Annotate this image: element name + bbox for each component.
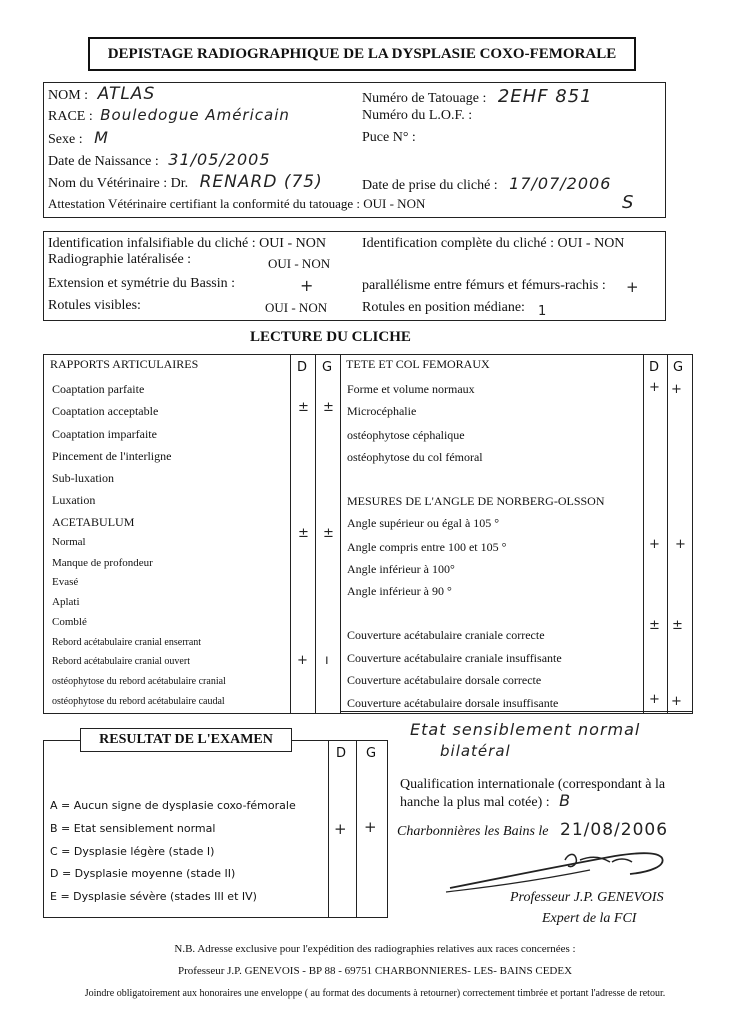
table-row: Coaptation imparfaite: [52, 427, 157, 441]
row-mark-d: +: [649, 692, 660, 707]
parallelisme-mark: +: [626, 278, 639, 296]
table-row: Microcéphalie: [347, 404, 417, 418]
divider: [340, 711, 693, 712]
qualification-text: [400, 777, 700, 811]
nom-row: [48, 84, 155, 104]
professeur-name: Professeur J.P. GENEVOIS: [510, 890, 664, 905]
row-mark-d: +: [649, 537, 660, 552]
lof-label: Numéro du L.O.F. :: [362, 108, 473, 123]
footer-line-2: Professeur J.P. GENEVOIS - BP 88 - 69751 CHARBONNIERES- LES- BAINS CEDEX: [177, 965, 573, 977]
table-row: Sub-luxation: [52, 471, 114, 485]
table-row: Luxation: [52, 493, 96, 507]
radio-lat: Radiographie latéralisée :: [48, 252, 192, 267]
table-row: ostéophytose du col fémoral: [347, 450, 483, 464]
table-row: Coaptation acceptable: [52, 404, 159, 418]
sexe-label: Sexe :: [48, 132, 83, 147]
resultat-row: E = Dysplasie sévère (stades III et IV): [50, 890, 257, 903]
table-row: ostéophytose du rebord acétabulaire caudal: [52, 696, 225, 707]
divider: [340, 354, 341, 714]
nom-value: ATLAS: [97, 84, 156, 104]
row-mark-d: ±: [649, 618, 660, 633]
prise-row: [362, 174, 611, 194]
table-row: Coaptation parfaite: [52, 382, 145, 396]
table-row: Couverture acétabulaire craniale correcte: [347, 628, 545, 642]
radio-lat-ouinon: OUI - NON: [268, 256, 331, 271]
naissance-label: Date de Naissance :: [48, 154, 159, 169]
nom-label: NOM :: [48, 88, 89, 103]
row-mark-d: ±: [298, 526, 309, 541]
attestation-row: [48, 196, 425, 212]
left-g-header: G: [322, 360, 333, 375]
expert-fci: Expert de la FCI: [542, 911, 637, 926]
resultat-title-box: [80, 728, 292, 752]
row-mark-g: ±: [672, 618, 683, 633]
lieu-label: Charbonnières les Bains le: [397, 824, 549, 839]
document-title: DEPISTAGE RADIOGRAPHIQUE DE LA DYSPLASIE COXO-FEMORALE: [107, 46, 617, 62]
table-row: Evasé: [52, 576, 79, 588]
race-value: Bouledogue Américain: [100, 106, 290, 124]
extension-label: Extension et symétrie du Bassin :: [48, 276, 236, 291]
table-row: Normal: [52, 536, 86, 548]
row-mark-g: ±: [323, 526, 334, 541]
ident-infals: Identification infalsifiable du cliché : OUI - NON: [48, 236, 326, 251]
lecture-title: LECTURE DU CLICHE: [250, 329, 411, 345]
table-row: Couverture acétabulaire craniale insuffisante: [347, 651, 562, 665]
table-row: Aplati: [52, 596, 80, 608]
row-mark-d: ±: [298, 400, 309, 415]
table-row: ostéophytose céphalique: [347, 428, 465, 442]
right-table-header: TETE ET COL FEMORAUX: [346, 357, 490, 371]
row-mark-g: +: [675, 537, 686, 552]
table-row: Angle supérieur ou égal à 105 °: [347, 516, 500, 530]
veterinaire-row: [48, 172, 323, 192]
naissance-row: [48, 150, 271, 170]
race-label: RACE :: [48, 109, 93, 124]
parallelisme-label: parallélisme entre fémurs et fémurs-rachis :: [362, 278, 606, 293]
tatouage-value: 2EHF 851: [497, 86, 593, 107]
table-row: Comblé: [52, 616, 87, 628]
right-g-header: G: [673, 360, 684, 375]
qualification-value: B: [559, 791, 572, 810]
date-value: 21/08/2006: [560, 820, 669, 840]
resultat-row: B = Etat sensiblement normal: [50, 822, 216, 835]
tatouage-label: Numéro de Tatouage :: [362, 91, 487, 106]
extension-mark: +: [300, 276, 314, 295]
divider: [328, 740, 329, 918]
divider: [356, 740, 357, 918]
table-row: Angle inférieur à 100°: [347, 562, 455, 576]
title-box: [88, 37, 636, 71]
divider: [643, 354, 644, 714]
footer-line-3: Joindre obligatoirement aux honoraires une enveloppe ( au format des documents à retourner) correctement timbrée et portant l'adresse de retour.: [84, 988, 666, 999]
attestation-label: Attestation Vétérinaire certifiant la conformité du tatouage : OUI - NON: [48, 196, 426, 211]
divider: [315, 354, 316, 714]
resultat-g-header: G: [366, 746, 377, 761]
row-mark-g: +: [671, 382, 682, 397]
mark-s: S: [622, 192, 635, 213]
table-row: ACETABULUM: [52, 515, 135, 529]
veterinaire-value: RENARD (75): [199, 172, 323, 192]
divider: [667, 354, 668, 714]
handwritten-note-2: bilatéral: [440, 742, 511, 760]
rotules-vis-ouinon: OUI - NON: [265, 300, 328, 315]
norberg-header: MESURES DE L'ANGLE DE NORBERG-OLSSON: [347, 494, 605, 508]
rotules-vis-label: Rotules visibles:: [48, 298, 141, 313]
prise-label: Date de prise du cliché :: [362, 178, 498, 193]
row-mark-g: ı: [325, 653, 329, 668]
veterinaire-label: Nom du Vétérinaire : Dr.: [48, 176, 189, 191]
left-d-header: D: [297, 360, 308, 375]
tatouage-row: [362, 86, 593, 107]
table-row: Couverture acétabulaire dorsale correcte: [347, 673, 542, 687]
table-row: Manque de profondeur: [52, 557, 153, 569]
rotules-pos-mark: 1: [538, 304, 547, 319]
resultat-d-header: D: [336, 746, 347, 761]
resultat-title: RESULTAT DE L'EXAMEN: [99, 732, 273, 747]
resultat-mark-g: +: [364, 818, 377, 836]
divider: [290, 354, 291, 714]
prise-value: 17/07/2006: [509, 174, 612, 193]
sexe-row: [48, 128, 109, 148]
resultat-mark-d: +: [334, 820, 347, 838]
naissance-value: 31/05/2005: [168, 150, 271, 169]
resultat-row: D = Dysplasie moyenne (stade II): [50, 867, 236, 880]
table-row: ostéophytose du rebord acétabulaire cranial: [52, 676, 226, 687]
table-row: Pincement de l'interligne: [52, 449, 172, 463]
table-row: Angle compris entre 100 et 105 °: [347, 540, 507, 554]
table-row: Rebord acétabulaire cranial enserrant: [52, 637, 202, 648]
resultat-row: A = Aucun signe de dysplasie coxo-fémorale: [50, 799, 296, 812]
table-row: Forme et volume normaux: [347, 382, 475, 396]
row-mark-d: +: [297, 653, 308, 668]
handwritten-note-1: Etat sensiblement normal: [410, 720, 641, 739]
puce-label: Puce N° :: [362, 130, 416, 145]
row-mark-g: +: [671, 694, 682, 709]
resultat-row: C = Dysplasie légère (stade I): [50, 845, 215, 858]
left-table-header: RAPPORTS ARTICULAIRES: [50, 357, 199, 371]
row-mark-g: ±: [323, 400, 334, 415]
footer-line-1: N.B. Adresse exclusive pour l'expédition des radiographies relatives aux races concernées :: [174, 943, 576, 955]
race-row: [48, 106, 290, 125]
table-row: Angle inférieur à 90 °: [347, 584, 452, 598]
sexe-value: M: [94, 128, 109, 147]
rotules-pos-label: Rotules en position médiane:: [362, 300, 525, 315]
qualification-label: Qualification internationale (correspondant à la hanche la plus mal cotée) :: [400, 777, 666, 810]
row-mark-d: +: [649, 380, 660, 395]
table-row: Couverture acétabulaire dorsale insuffisante: [347, 696, 559, 710]
ident-complete: Identification complète du cliché : OUI - NON: [362, 236, 625, 251]
lieu-row: [397, 820, 668, 840]
table-row: Rebord acétabulaire cranial ouvert: [52, 656, 190, 667]
right-d-header: D: [649, 360, 660, 375]
